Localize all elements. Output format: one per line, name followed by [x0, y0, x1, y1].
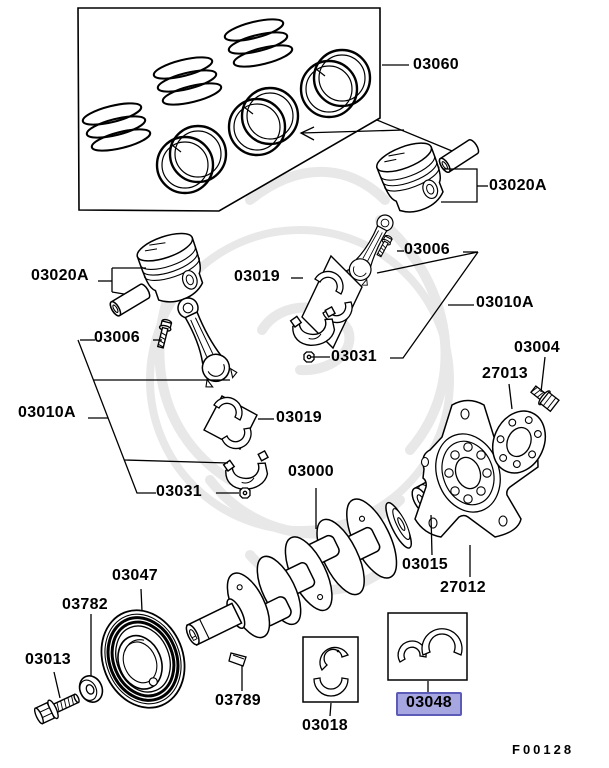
piston-ring-set-box [78, 8, 380, 211]
part-label-03782[interactable]: 03782 [62, 596, 108, 613]
piston-pin-left [108, 283, 151, 318]
part-label-03010a-r[interactable]: 03010A [476, 294, 534, 311]
part-label-03006-r[interactable]: 03006 [404, 241, 450, 258]
part-label-03000[interactable]: 03000 [288, 463, 334, 480]
connecting-rod-left [168, 292, 238, 390]
pulley-bolt [32, 689, 82, 727]
part-label-03048-highlighted[interactable]: 03048 [396, 692, 462, 716]
figure-code: F00128 [512, 742, 575, 757]
crankshaft [166, 483, 424, 669]
part-label-03031-r[interactable]: 03031 [331, 348, 377, 365]
part-label-03031-l[interactable]: 03031 [156, 483, 202, 500]
part-label-03020a-r[interactable]: 03020A [489, 177, 547, 194]
part-label-03006-l[interactable]: 03006 [94, 329, 140, 346]
part-label-03015[interactable]: 03015 [402, 556, 448, 573]
part-label-03004[interactable]: 03004 [514, 339, 560, 356]
rod-nut-left [240, 488, 250, 498]
part-label-27012[interactable]: 27012 [440, 579, 486, 596]
part-label-03020a-l[interactable]: 03020A [31, 267, 89, 284]
thrust-bearing-set-box [388, 613, 467, 680]
part-label-27013[interactable]: 27013 [482, 365, 528, 382]
rod-cap-left [223, 451, 274, 494]
crankshaft-key [229, 653, 246, 666]
part-label-03010a-l[interactable]: 03010A [18, 404, 76, 421]
main-bearing-set-box [303, 637, 358, 702]
piston-right [373, 137, 451, 219]
crankshaft-pulley [87, 598, 199, 721]
part-label-03060[interactable]: 03060 [413, 56, 459, 73]
part-label-03019-u[interactable]: 03019 [234, 268, 280, 285]
part-label-03047[interactable]: 03047 [112, 567, 158, 584]
rod-bearing-set-lower [204, 396, 257, 449]
part-label-03019-d[interactable]: 03019 [276, 409, 322, 426]
part-label-03018[interactable]: 03018 [302, 717, 348, 734]
pulley-washer [75, 672, 106, 706]
plate-bolt [528, 382, 560, 412]
part-label-03013[interactable]: 03013 [25, 651, 71, 668]
part-label-03789[interactable]: 03789 [215, 692, 261, 709]
